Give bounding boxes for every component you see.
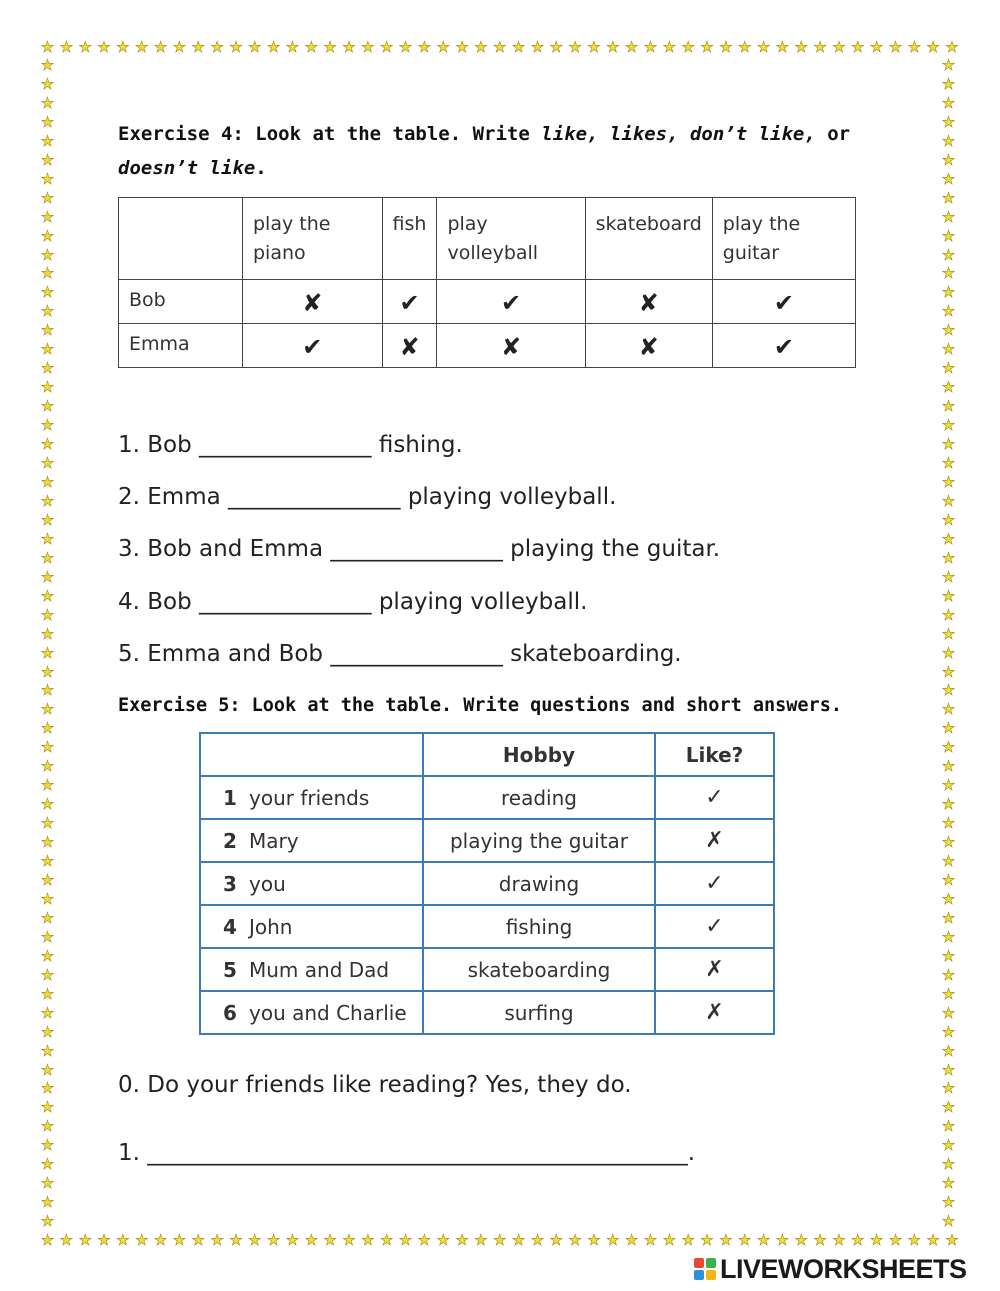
star-icon: ★ [323,1231,337,1249]
row-person: you and Charlie [249,1000,407,1025]
star-icon: ★ [153,38,168,56]
star-border-bottom [40,1233,960,1251]
star-icon: ★ [304,1231,319,1249]
star-icon: ★ [266,38,281,56]
star-icon: ★ [941,757,956,776]
star-icon: ★ [493,38,507,56]
star-icon: ★ [587,1231,601,1249]
star-icon: ★ [40,965,55,984]
star-icon: ★ [40,321,55,340]
row-like-mark: ✗ [655,948,774,991]
table-header-cell: play the piano [243,198,383,280]
star-icon: ★ [941,1022,956,1041]
star-icon: ★ [97,38,111,56]
star-icon: ★ [323,38,337,56]
table-row [200,948,774,991]
star-icon: ★ [40,340,55,359]
star-icon: ★ [361,38,375,56]
star-icon: ★ [941,643,956,662]
exercise-5-table [199,732,775,1035]
star-icon: ★ [40,1212,55,1231]
star-icon: ★ [941,567,956,586]
star-icon: ★ [700,38,714,56]
brand-name: LIVEWORKSHEETS [720,1253,967,1284]
star-icon: ★ [40,302,55,321]
star-icon: ★ [941,169,956,188]
table-header-cell: skateboard [585,198,712,280]
liveworksheets-logo [694,1254,967,1284]
star-icon: ★ [40,757,55,776]
star-icon: ★ [756,1231,771,1249]
star-icon: ★ [941,131,956,150]
row-like-mark: ✓ [655,776,774,819]
star-icon: ★ [941,491,956,510]
star-icon: ★ [775,38,790,56]
star-icon: ★ [40,1041,55,1060]
star-icon: ★ [248,38,262,56]
table-header-cell: fish [382,198,437,280]
star-icon: ★ [398,1231,413,1249]
star-icon: ★ [945,38,959,56]
star-icon: ★ [417,38,432,56]
exercise-4-table [118,197,856,368]
star-icon: ★ [624,1231,639,1249]
star-icon: ★ [941,435,956,454]
star-icon: ★ [266,1231,281,1249]
star-icon: ★ [941,359,956,378]
star-icon: ★ [304,38,319,56]
star-icon: ★ [941,112,956,131]
star-border-right [941,58,959,1230]
star-icon: ★ [941,1193,956,1212]
star-icon: ★ [116,1231,130,1249]
star-icon: ★ [191,38,205,56]
row-hobby: reading [423,776,655,819]
star-icon: ★ [40,416,55,435]
star-icon: ★ [719,1231,733,1249]
star-icon: ★ [40,908,55,927]
star-icon: ★ [172,1231,187,1249]
table-row [200,776,774,819]
star-icon: ★ [941,662,956,681]
table-row [200,905,774,948]
table-header-cell: Hobby [423,733,655,776]
star-icon: ★ [40,586,55,605]
star-icon: ★ [941,833,956,852]
star-icon: ★ [941,1003,956,1022]
star-icon: ★ [40,700,55,719]
star-icon: ★ [40,814,55,833]
star-icon: ★ [941,74,956,93]
star-icon: ★ [134,1231,149,1249]
star-icon: ★ [361,1231,375,1249]
row-hobby: fishing [423,905,655,948]
table-header-cell [200,733,423,776]
star-icon: ★ [549,38,563,56]
star-icon: ★ [662,1231,677,1249]
star-icon: ★ [941,1136,956,1155]
star-icon: ★ [941,719,956,738]
star-icon: ★ [342,38,356,56]
star-icon: ★ [474,38,488,56]
star-icon: ★ [40,378,55,397]
mark-cell: ✘ [243,280,383,324]
star-icon: ★ [941,586,956,605]
star-icon: ★ [229,1231,243,1249]
star-icon: ★ [116,38,130,56]
star-icon: ★ [941,56,956,74]
star-icon: ★ [40,264,55,283]
mark-cell: ✔ [437,280,585,324]
row-hobby: surfing [423,991,655,1034]
star-icon: ★ [941,1212,956,1231]
star-icon: ★ [40,472,55,491]
star-icon: ★ [40,112,55,131]
star-icon: ★ [40,529,55,548]
star-icon: ★ [643,1231,658,1249]
row-number: 2 [223,828,237,853]
star-icon: ★ [941,965,956,984]
sentence-5[interactable]: 5. Emma and Bob _______________ skateboarding. [118,641,682,667]
row-hobby: skateboarding [423,948,655,991]
row-number: 3 [223,871,237,896]
star-icon: ★ [40,188,55,207]
logo-blocks-icon [694,1258,716,1280]
table-header-cell: play volleyball [437,198,585,280]
star-icon: ★ [941,548,956,567]
row-like-mark: ✓ [655,905,774,948]
sentence-2[interactable]: 2. Emma _______________ playing volleyball. [118,484,617,510]
star-icon: ★ [40,1003,55,1022]
star-icon: ★ [342,1231,356,1249]
star-icon: ★ [40,207,55,226]
star-icon: ★ [941,283,956,302]
star-icon: ★ [941,1174,956,1193]
star-icon: ★ [455,1231,469,1249]
star-icon: ★ [941,264,956,283]
star-icon: ★ [941,188,956,207]
star-icon: ★ [40,1098,55,1117]
star-icon: ★ [248,1231,262,1249]
star-icon: ★ [941,795,956,814]
star-icon: ★ [436,38,450,56]
star-icon: ★ [40,245,55,264]
row-number: 6 [223,1000,237,1025]
star-icon: ★ [775,1231,790,1249]
star-icon: ★ [941,908,956,927]
star-icon: ★ [941,150,956,169]
star-icon: ★ [941,1117,956,1136]
star-icon: ★ [568,38,582,56]
star-icon: ★ [511,38,526,56]
mark-cell: ✘ [382,324,437,368]
star-icon: ★ [40,548,55,567]
star-icon: ★ [941,1079,956,1098]
row-number: 1 [223,785,237,810]
star-icon: ★ [941,681,956,700]
star-icon: ★ [40,38,55,56]
row-hobby: drawing [423,862,655,905]
star-icon: ★ [40,454,55,473]
star-icon: ★ [210,38,224,56]
star-icon: ★ [40,397,55,416]
star-icon: ★ [40,283,55,302]
star-icon: ★ [624,38,639,56]
star-icon: ★ [851,1231,865,1249]
exercise-4-title: Exercise 4: Look at the table. Write like, likes, don’t like, or doesn’t like. [118,123,851,179]
star-icon: ★ [40,624,55,643]
star-icon: ★ [191,1231,205,1249]
star-icon: ★ [851,38,865,56]
star-icon: ★ [869,38,884,56]
star-icon: ★ [941,984,956,1003]
star-icon: ★ [40,567,55,586]
mark-cell: ✔ [712,324,855,368]
star-icon: ★ [606,38,620,56]
star-icon: ★ [888,1231,903,1249]
star-icon: ★ [40,984,55,1003]
star-icon: ★ [40,927,55,946]
star-icon: ★ [941,454,956,473]
star-icon: ★ [59,38,74,56]
mark-cell: ✘ [437,324,585,368]
star-icon: ★ [681,1231,695,1249]
star-icon: ★ [210,1231,224,1249]
star-icon: ★ [40,1231,55,1249]
star-icon: ★ [40,435,55,454]
table-header-cell [119,198,243,280]
star-icon: ★ [606,1231,620,1249]
star-icon: ★ [285,1231,300,1249]
star-icon: ★ [40,131,55,150]
star-icon: ★ [40,1022,55,1041]
star-icon: ★ [941,946,956,965]
star-icon: ★ [941,852,956,871]
exercise-5-title: Exercise 5: Look at the table. Write questions and short answers. [118,695,842,716]
star-icon: ★ [643,38,658,56]
row-number: 4 [223,914,237,939]
row-hobby: playing the guitar [423,819,655,862]
star-icon: ★ [941,510,956,529]
star-icon: ★ [40,662,55,681]
star-icon: ★ [40,491,55,510]
star-icon: ★ [941,1060,956,1079]
star-icon: ★ [40,93,55,112]
star-icon: ★ [941,378,956,397]
star-icon: ★ [926,1231,940,1249]
table-row [200,862,774,905]
row-person: John [249,914,293,939]
star-icon: ★ [40,1174,55,1193]
mark-cell: ✘ [585,324,712,368]
star-icon: ★ [549,1231,563,1249]
star-icon: ★ [40,1193,55,1212]
star-icon: ★ [907,1231,922,1249]
table-header-cell: play the guitar [712,198,855,280]
table-row [200,991,774,1034]
star-icon: ★ [40,169,55,188]
table-row [200,819,774,862]
star-icon: ★ [907,38,922,56]
mark-cell: ✔ [712,280,855,324]
star-icon: ★ [941,624,956,643]
star-icon: ★ [813,1231,827,1249]
star-icon: ★ [941,870,956,889]
star-icon: ★ [436,1231,450,1249]
star-icon: ★ [945,1231,959,1249]
star-icon: ★ [474,1231,488,1249]
star-icon: ★ [662,38,677,56]
row-number: 5 [223,957,237,982]
star-icon: ★ [40,510,55,529]
star-icon: ★ [941,776,956,795]
row-person: Mum and Dad [249,957,390,982]
star-icon: ★ [869,1231,884,1249]
star-icon: ★ [941,700,956,719]
star-icon: ★ [941,226,956,245]
star-icon: ★ [941,397,956,416]
star-icon: ★ [40,74,55,93]
star-icon: ★ [941,1155,956,1174]
star-icon: ★ [40,643,55,662]
star-border-left [40,58,58,1230]
star-icon: ★ [941,738,956,757]
table-row-name: Bob [119,280,243,324]
star-icon: ★ [229,38,243,56]
star-icon: ★ [40,56,55,74]
star-icon: ★ [681,38,695,56]
row-person: Mary [249,828,299,853]
sentence-3[interactable]: 3. Bob and Emma _______________ playing the guitar. [118,536,721,562]
star-icon: ★ [511,1231,526,1249]
star-icon: ★ [756,38,771,56]
star-icon: ★ [40,719,55,738]
star-icon: ★ [941,321,956,340]
star-icon: ★ [941,889,956,908]
star-icon: ★ [40,889,55,908]
star-icon: ★ [700,1231,714,1249]
star-icon: ★ [40,852,55,871]
star-icon: ★ [941,814,956,833]
star-border-top [40,40,960,58]
star-icon: ★ [587,38,601,56]
sentence-4[interactable]: 4. Bob _______________ playing volleyball. [118,589,588,615]
star-icon: ★ [40,605,55,624]
example-sentence: 0. Do your friends like reading? Yes, they do. [118,1072,632,1098]
star-icon: ★ [941,605,956,624]
star-icon: ★ [40,1136,55,1155]
star-icon: ★ [455,38,469,56]
star-icon: ★ [285,38,300,56]
star-icon: ★ [737,1231,752,1249]
star-icon: ★ [941,529,956,548]
star-icon: ★ [40,946,55,965]
star-icon: ★ [794,1231,808,1249]
table-header-cell: Like? [655,733,774,776]
star-icon: ★ [530,38,545,56]
star-icon: ★ [941,245,956,264]
star-icon: ★ [941,416,956,435]
table-row-name: Emma [119,324,243,368]
mark-cell: ✘ [585,280,712,324]
star-icon: ★ [78,1231,92,1249]
star-icon: ★ [97,1231,111,1249]
mark-cell: ✔ [382,280,437,324]
star-icon: ★ [941,340,956,359]
star-icon: ★ [530,1231,545,1249]
star-icon: ★ [832,1231,846,1249]
star-icon: ★ [40,681,55,700]
star-icon: ★ [941,1041,956,1060]
star-icon: ★ [832,38,846,56]
star-icon: ★ [737,38,752,56]
star-icon: ★ [493,1231,507,1249]
star-icon: ★ [40,1060,55,1079]
star-icon: ★ [40,1117,55,1136]
row-person: your friends [249,785,370,810]
star-icon: ★ [59,1231,74,1249]
sentence-1[interactable]: 1. Bob _______________ fishing. [118,432,463,458]
star-icon: ★ [134,38,149,56]
star-icon: ★ [40,738,55,757]
star-icon: ★ [40,795,55,814]
star-icon: ★ [813,38,827,56]
star-icon: ★ [794,38,808,56]
row-like-mark: ✓ [655,862,774,905]
star-icon: ★ [941,302,956,321]
row-person: you [249,871,286,896]
star-icon: ★ [379,38,394,56]
mark-cell: ✔ [243,324,383,368]
star-icon: ★ [78,38,92,56]
answer-line-1[interactable]: 1. _______________________________________________. [118,1140,696,1166]
star-icon: ★ [888,38,903,56]
star-icon: ★ [719,38,733,56]
star-icon: ★ [40,359,55,378]
star-icon: ★ [172,38,187,56]
star-icon: ★ [941,927,956,946]
star-icon: ★ [153,1231,168,1249]
star-icon: ★ [40,776,55,795]
star-icon: ★ [941,1098,956,1117]
star-icon: ★ [417,1231,432,1249]
row-like-mark: ✗ [655,819,774,862]
star-icon: ★ [926,38,940,56]
star-icon: ★ [40,870,55,889]
star-icon: ★ [40,833,55,852]
star-icon: ★ [568,1231,582,1249]
star-icon: ★ [40,1155,55,1174]
star-icon: ★ [941,93,956,112]
star-icon: ★ [40,226,55,245]
row-like-mark: ✗ [655,991,774,1034]
star-icon: ★ [40,1079,55,1098]
star-icon: ★ [379,1231,394,1249]
star-icon: ★ [941,472,956,491]
star-icon: ★ [398,38,413,56]
star-icon: ★ [941,207,956,226]
star-icon: ★ [40,150,55,169]
